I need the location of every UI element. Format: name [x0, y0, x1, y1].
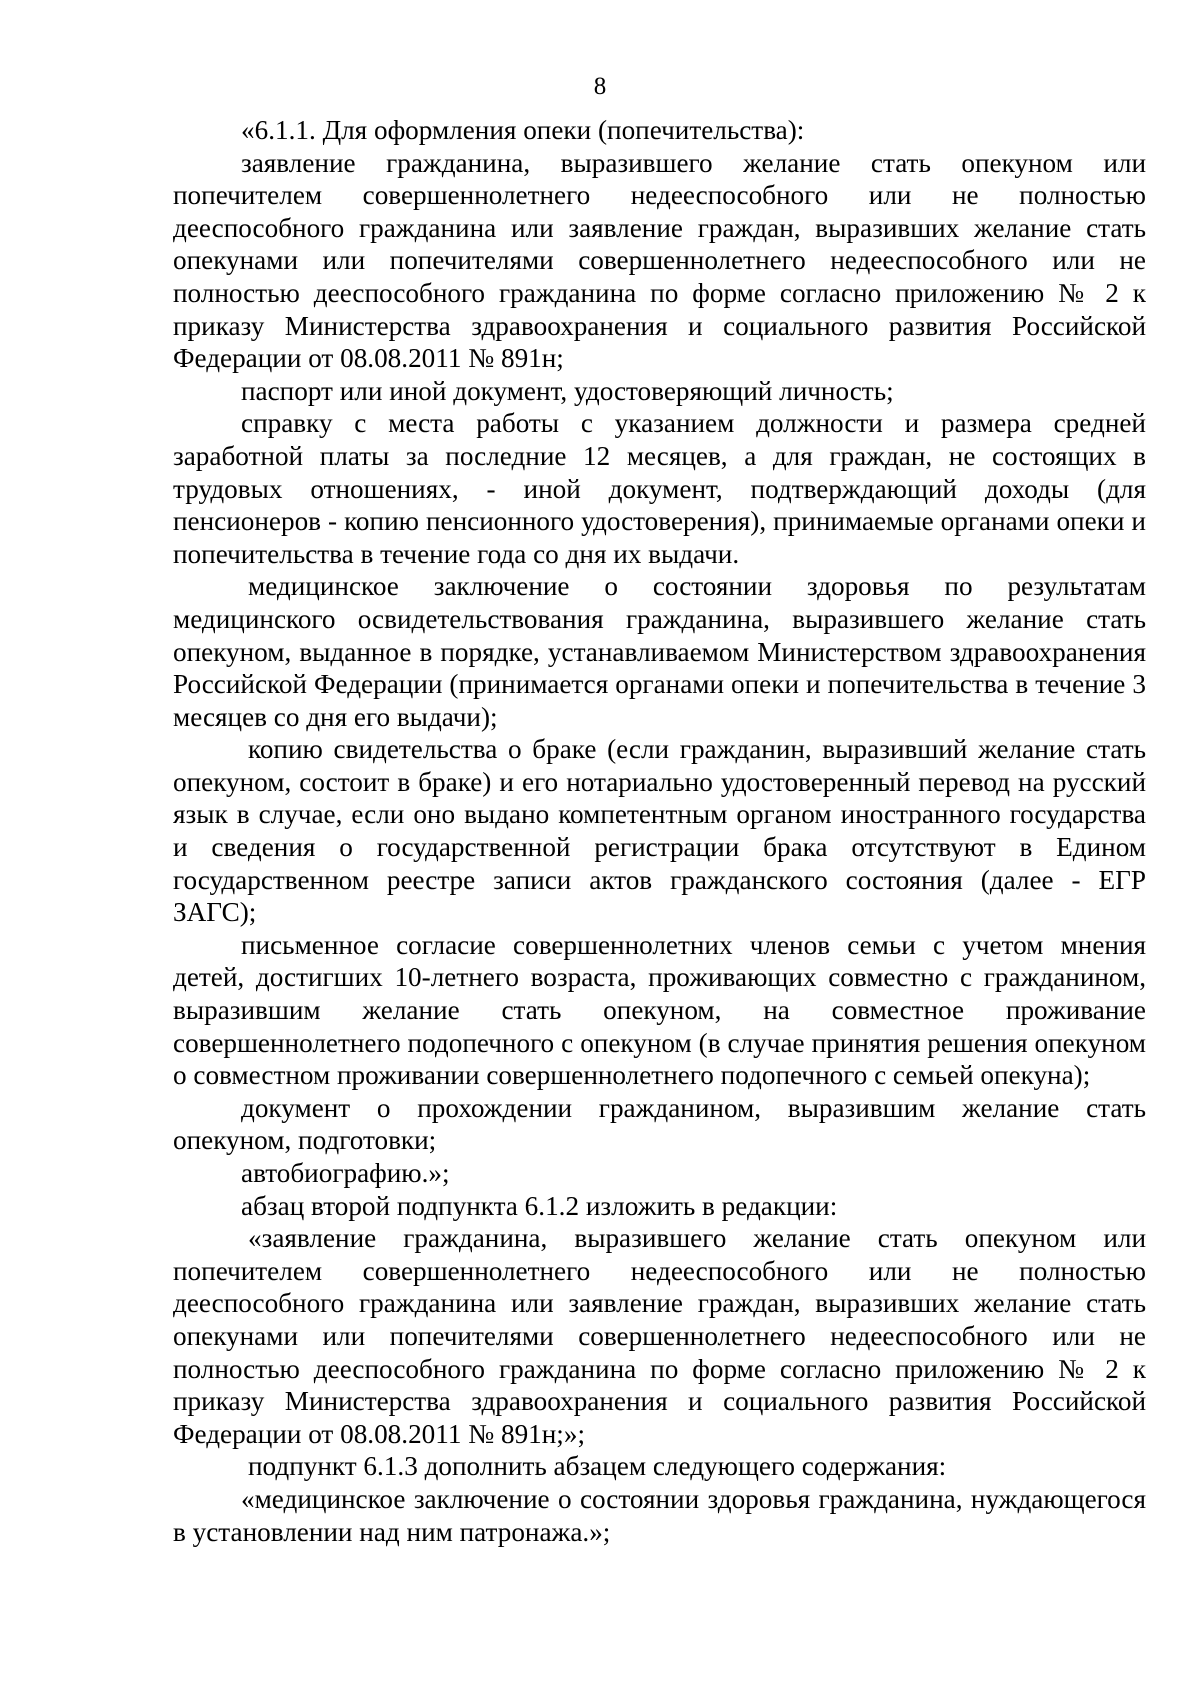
paragraph-application-revised: «заявление гражданина, выразившего желание стать опекуном или попечителем совершеннолетнего недееспособного или не полностью дееспособного гражданина или заявление граждан, выразивших желание стать опекунами или попечителями совершеннолетнего недееспособного или не полностью дееспособного гражданина по форме согласно приложению № 2 к приказу Министерства здравоохранения и социального развития Российской Федерации от 08.08.2011 № 891н;»; — [173, 1223, 1146, 1449]
paragraph-patronage-medical-report: «медицинское заключение о состоянии здоровья гражданина, нуждающегося в установлении над ним патронажа.»; — [173, 1483, 1146, 1547]
paragraph-amendment-6-1-2: абзац второй подпункта 6.1.2 изложить в редакции: — [241, 1190, 838, 1221]
document-body — [173, 114, 1146, 1548]
paragraph-training-document: документ о прохождении гражданином, выразившим желание стать опекуном, подготовки; — [173, 1092, 1146, 1156]
paragraph-application: заявление гражданина, выразившего желание стать опекуном или попечителем совершеннолетнего недееспособного или не полностью дееспособного гражданина или заявление граждан, выразивших желание стать опекунами или попечителями совершеннолетнего недееспособного или не полностью дееспособного гражданина по форме согласно приложению № 2 к приказу Министерства здравоохранения и социального развития Российской Федерации от 08.08.2011 № 891н; — [173, 147, 1146, 374]
paragraph-autobiography: автобиографию.»; — [241, 1158, 450, 1188]
page-number: 8 — [593, 73, 607, 100]
paragraph-6-1-1-heading: «6.1.1. Для оформления опеки (попечительства): — [241, 115, 805, 145]
paragraph-passport: паспорт или иной документ, удостоверяющий личность; — [241, 375, 894, 406]
paragraph-marriage-certificate: копию свидетельства о браке (если гражданин, выразивший желание стать опекуном, состоит в браке) и его нотариально удостоверенный перевод на русский язык в случае, если оно выдано компетентным органом иностранного государства и сведения о государственной регистрации брака отсутствуют в Едином государственном реестре записи актов гражданского состояния (далее - ЕГР ЗАГС); — [173, 734, 1146, 928]
paragraph-family-consent: письменное согласие совершеннолетних членов семьи с учетом мнения детей, достигших 10-летнего возраста, проживающих совместно с гражданином, выразившим желание стать опекуном, на совместное проживание совершеннолетнего подопечного с опекуном (в случае принятия решения опекуном о совместном проживании совершеннолетнего подопечного с семьей опекуна); — [173, 929, 1146, 1091]
paragraph-medical-report: медицинское заключение о состоянии здоровья по результатам медицинского освидетельствования гражданина, выразившего желание стать опекуном, выданное в порядке, устанавливаемом Министерством здравоохранения Российской Федерации (принимается органами опеки и попечительства в течение 3 месяцев со дня его выдачи); — [173, 571, 1146, 732]
paragraph-amendment-6-1-3: подпункт 6.1.3 дополнить абзацем следующего содержания: — [248, 1451, 947, 1482]
paragraph-income-certificate: справку с места работы с указанием должности и размера средней заработной платы за последние 12 месяцев, а для граждан, не состоящих в трудовых отношениях, - иной документ, подтверждающий доходы (для пенсионеров - копию пенсионного удостоверения), принимаемые органами опеки и попечительства в течение года со дня их выдачи. — [173, 408, 1146, 569]
